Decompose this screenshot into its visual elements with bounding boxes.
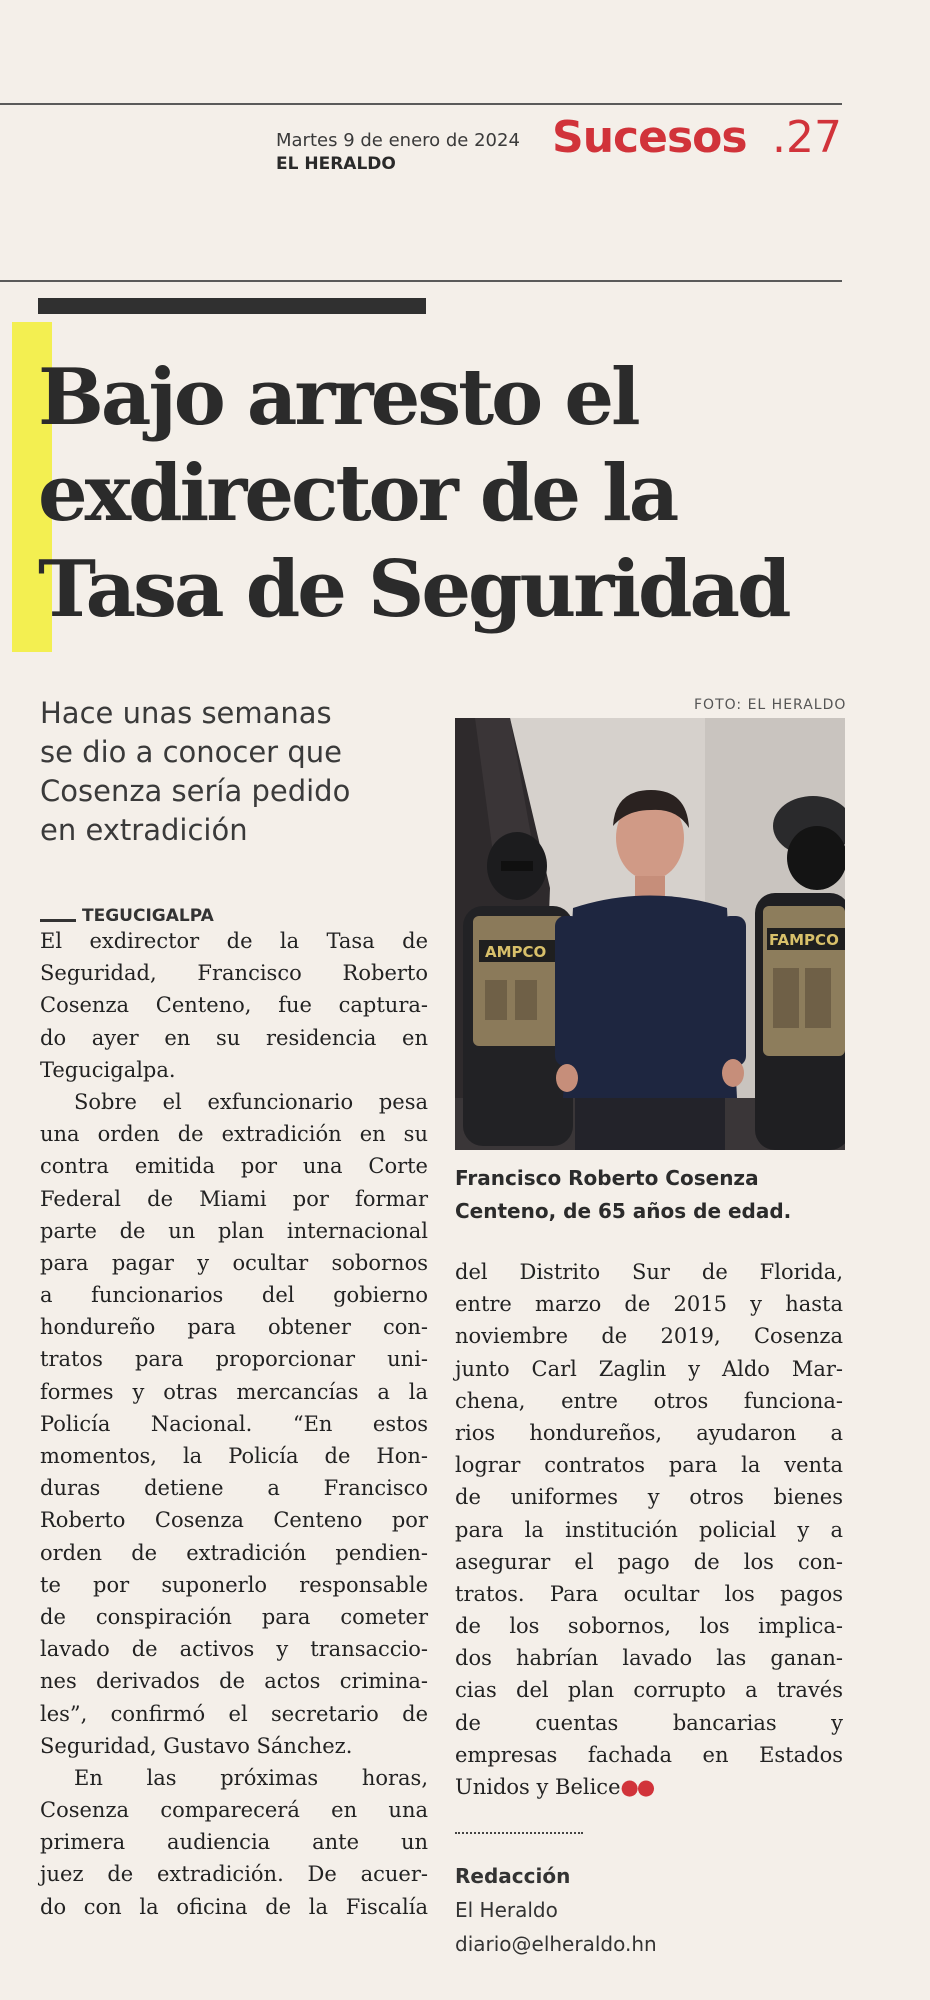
subheadline: Hace unas semanas se dio a conocer que Cosenza sería pedido en extradición [40,696,351,847]
article-line: empresas fachada en Estados [455,1742,843,1767]
article-line: do ayer en su residencia en [40,1025,428,1050]
article-line: de uniformes y otros bienes [455,1485,843,1510]
article-line: asegurar el pago de los con- [455,1549,843,1574]
article-line: Seguridad, Francisco Roberto [40,961,428,986]
signature-role: Redacción [455,1864,571,1888]
article-line: del Distrito Sur de Florida, [455,1260,843,1284]
end-mark: ●● [620,1775,654,1799]
article-column-left [40,925,428,1923]
article-line: Policía Nacional. “En estos [40,1411,428,1436]
top-rule [0,103,842,105]
article-photo [455,718,845,1150]
article-line: chena, entre otros funciona- [455,1388,843,1413]
signature-name: El Heraldo [455,1898,558,1922]
section-rule [0,280,842,282]
signature-email: diario@elheraldo.hn [455,1932,657,1956]
article-line: contra emitida por una Corte [40,1154,428,1179]
dateline-dash [40,919,76,922]
article-line: lograr contratos para la venta [455,1453,843,1478]
article-line: El exdirector de la Tasa de [40,929,428,953]
article-line: parte de un plan internacional [40,1218,428,1243]
article-line: de conspiración para cometer [40,1604,428,1629]
article-line: duras detiene a Francisco [40,1476,428,1501]
photo-credit: FOTO: EL HERALDO [694,697,847,713]
header-section: Sucesos [552,112,747,163]
article-line: primera audiencia ante un [40,1830,428,1855]
article-line: rios hondureños, ayudaron a [455,1420,843,1445]
article-line: les”, confirmó el secretario de [40,1701,428,1726]
header-date: Martes 9 de enero de 2024 [276,130,520,151]
photo-patch-left-text: AMPCO [485,943,547,961]
article-line: Cosenza Centeno, fue captura- [40,993,428,1018]
article-line: nes derivados de actos crimina- [40,1669,428,1694]
article-line: de cuentas bancarias y [455,1710,843,1735]
article-line: Sobre el exfuncionario pesa [74,1089,428,1114]
article-line: Seguridad, Gustavo Sánchez. [40,1733,353,1758]
article-line: momentos, la Policía de Hon- [40,1444,428,1468]
article-line: En las próximas horas, [74,1765,428,1790]
article-line: junto Carl Zaglin y Aldo Mar- [455,1356,843,1381]
article-line: tratos para proporcionar uni- [40,1347,428,1372]
signature-divider [455,1832,583,1834]
article-line: orden de extradición pendien- [40,1540,428,1565]
article-line: formes y otras mercancías a la [40,1379,428,1404]
article-line: cias del plan corrupto a través [455,1678,843,1703]
article-line: lavado de activos y transaccio- [40,1637,428,1662]
article-line: Tegucigalpa. [40,1057,176,1082]
photo-patch-right-text: FAMPCO [769,931,839,949]
article-line: una orden de extradición en su [40,1122,428,1147]
article-column-right [455,1256,843,1803]
photo-caption: Francisco Roberto Cosenza Centeno, de 65 años de edad. [455,1166,792,1223]
article-line: para la institución policial y a [455,1517,843,1542]
article-line: te por suponerlo responsable [40,1572,428,1597]
headline-bar [38,298,426,314]
article-line: entre marzo de 2015 y hasta [455,1292,843,1317]
header-page-number: .27 [772,112,842,163]
article-line: Unidos y Belice●● [455,1775,654,1799]
article-line: de los sobornos, los implica- [455,1614,843,1639]
article-line: noviembre de 2019, Cosenza [455,1324,843,1349]
article-line: do con la oficina de la Fiscalía [40,1894,428,1919]
article-line: Cosenza comparecerá en una [40,1798,428,1823]
article-line: Federal de Miami por formar [40,1186,428,1211]
headline: Bajo arresto el exdirector de la Tasa de Seguridad [38,352,789,635]
header-paper-name: EL HERALDO [276,154,396,174]
article-line: para pagar y ocultar sobornos [40,1250,428,1275]
article-line: Roberto Cosenza Centeno por [40,1508,428,1533]
article-line: dos habrían lavado las ganan- [455,1646,843,1671]
article-line: a funcionarios del gobierno [40,1283,428,1308]
dateline: TEGUCIGALPA [82,906,214,926]
article-line: tratos. Para ocultar los pagos [455,1581,843,1606]
article-line: juez de extradición. De acuer- [40,1862,428,1887]
article-line: hondureño para obtener con- [40,1315,428,1340]
